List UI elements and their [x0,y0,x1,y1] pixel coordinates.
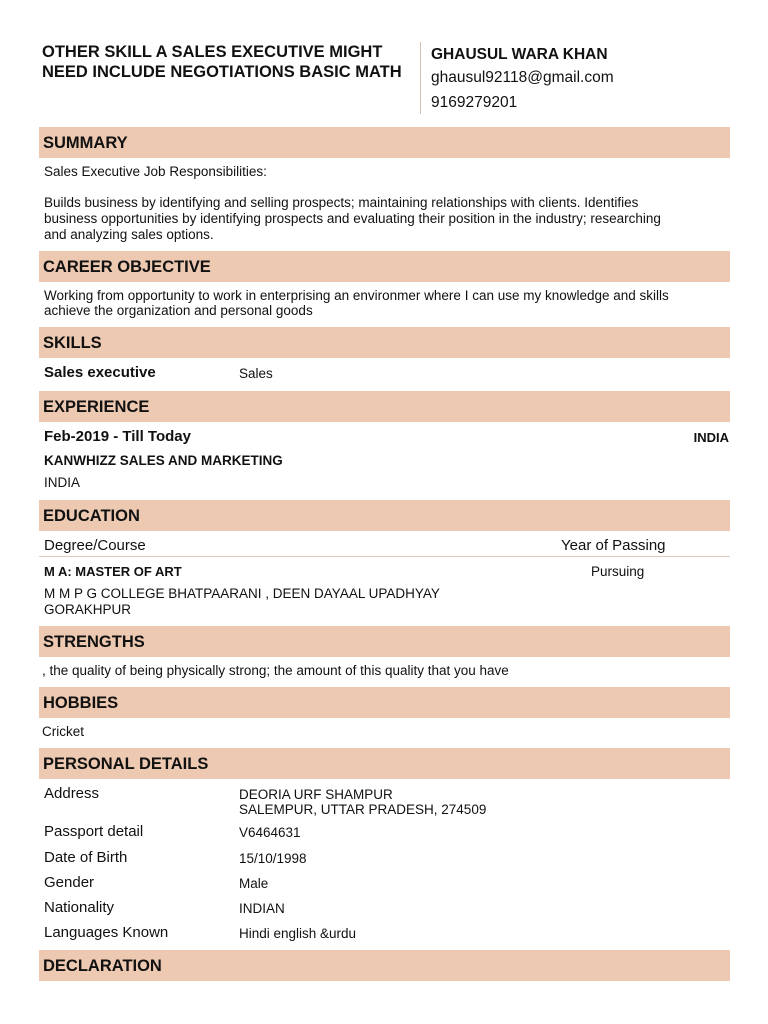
address-label: Address [44,785,100,802]
section-objective-header [39,251,730,282]
candidate-name: GHAUSUL WARA KHAN [431,46,608,63]
experience-period: Feb-2019 - Till Today [44,428,191,445]
section-strengths-header [39,626,730,657]
hobbies-text: Cricket [42,724,85,739]
section-heading: DECLARATION [43,957,162,975]
summary-line: and analyzing sales options. [44,227,214,242]
section-experience-header [39,391,730,422]
resume-title: OTHER SKILL A SALES EXECUTIVE MIGHT NEED INCLUDE NEGOTIATIONS BASIC MATH [42,43,402,81]
education-status: Pursuing [591,564,645,579]
education-divider [39,556,730,557]
phone-text: 9169279201 [431,94,518,111]
skill-name: Sales executive [44,364,156,381]
section-heading: EXPERIENCE [43,398,150,416]
contact-block [431,45,614,115]
section-education-header [39,500,730,531]
nationality-value: INDIAN [239,901,285,916]
languages-value: Hindi english &urdu [239,926,357,941]
section-declaration-header [39,950,730,981]
section-heading: SUMMARY [43,134,128,152]
summary-intro: Sales Executive Job Responsibilities: [44,164,267,179]
section-skills-header [39,327,730,358]
education-col-year: Year of Passing [561,537,666,554]
header-divider [420,42,421,114]
languages-label: Languages Known [44,924,169,941]
education-degree: M A: MASTER OF ART [44,564,182,579]
experience-location: INDIA [44,475,81,490]
section-heading: STRENGTHS [43,633,145,651]
gender-value: Male [239,876,269,891]
objective-line: achieve the organization and personal goods [44,303,313,318]
passport-label: Passport detail [44,823,144,840]
education-col-course: Degree/Course [44,537,146,554]
address-line: DEORIA URF SHAMPUR [239,787,393,802]
summary-line: business opportunities by identifying prospects and evaluating their position in the industry; researching [44,211,661,226]
strengths-text: , the quality of being physically strong; the amount of this quality that you have [42,663,509,678]
education-college-line: M M P G COLLEGE BHATPAARANI , DEEN DAYAAL UPADHYAY [44,586,440,601]
objective-line: Working from opportunity to work in enterprising an environmer where I can use my knowledge and skills [44,288,669,303]
nationality-label: Nationality [44,899,115,916]
section-summary-header [39,127,730,158]
section-heading: PERSONAL DETAILS [43,755,209,773]
section-personal-header [39,748,730,779]
experience-company: KANWHIZZ SALES AND MARKETING [44,453,283,468]
section-heading: CAREER OBJECTIVE [43,258,211,276]
skill-value: Sales [239,366,273,381]
section-hobbies-header [39,687,730,718]
experience-country: INDIA [693,430,729,445]
email-text: ghausul92118@gmail.com [431,69,614,86]
gender-label: Gender [44,874,95,891]
address-line: SALEMPUR, UTTAR PRADESH, 274509 [239,802,487,817]
resume-header [42,42,732,116]
summary-line: Builds business by identifying and selling prospects; maintaining relationships with clients. Identifies [44,195,639,210]
dob-label: Date of Birth [44,849,128,866]
education-college-line: GORAKHPUR [44,602,132,617]
dob-value: 15/10/1998 [239,851,307,866]
passport-value: V6464631 [239,825,301,840]
section-heading: SKILLS [43,334,102,352]
section-heading: HOBBIES [43,694,119,712]
section-heading: EDUCATION [43,507,140,525]
